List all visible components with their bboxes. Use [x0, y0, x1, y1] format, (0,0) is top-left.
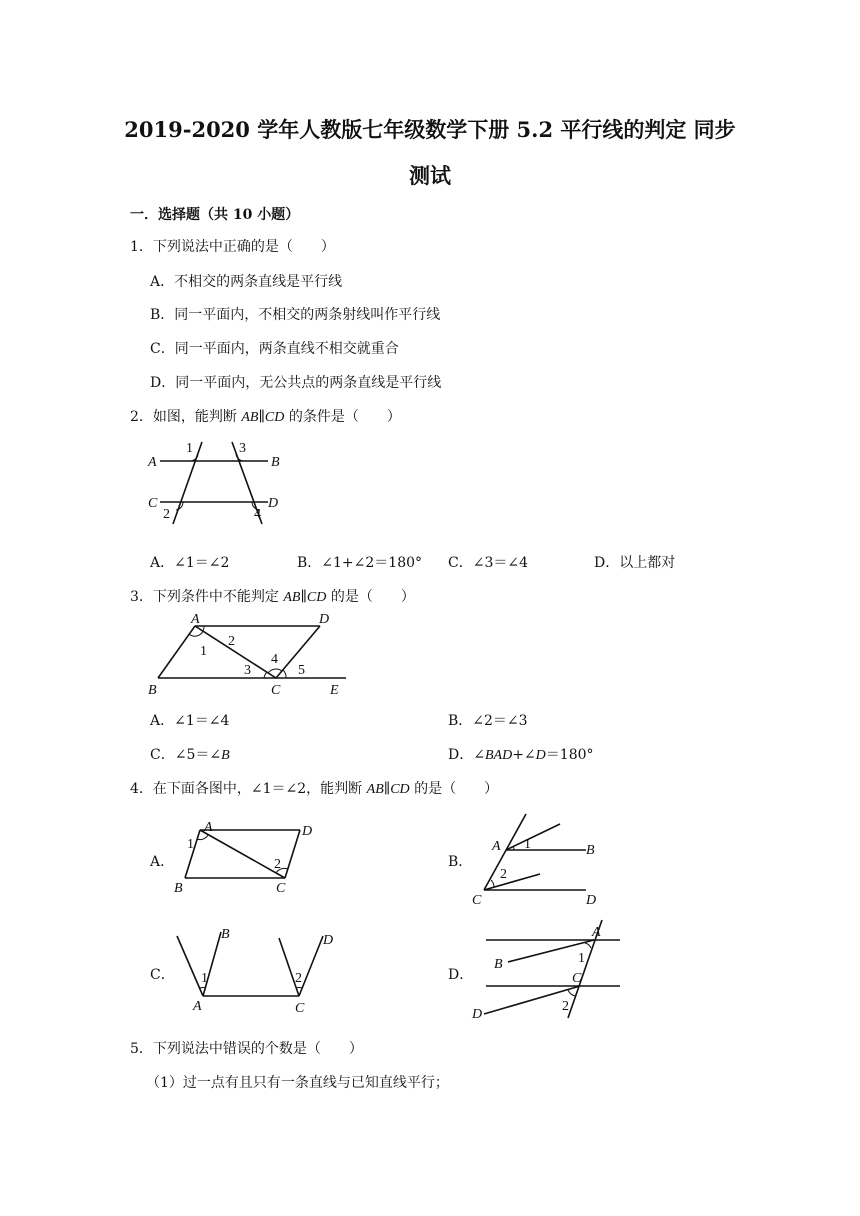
q4d-label-d: D	[472, 1007, 483, 1022]
q4c-label-c: C	[295, 1001, 305, 1016]
q2-option-d: D．以上都对	[594, 555, 676, 571]
q4a-label-d: D	[302, 824, 313, 839]
q4a-label-1: 1	[187, 837, 194, 852]
q3-option-c-text: C．∠5＝∠	[150, 747, 222, 763]
q4d-label-b: B	[494, 957, 503, 972]
q4d-label-c: C	[572, 971, 582, 986]
q3-stem-text-end: 的是（ ）	[326, 589, 415, 605]
q2-stem-text: 2．如图，能判断	[130, 409, 242, 425]
q2-option-b: B．∠1+∠2＝180°	[297, 555, 423, 571]
q4b-label-2: 2	[500, 867, 507, 882]
q4-option-d: D．	[448, 967, 474, 983]
q5-item-1: （1）过一点有且只有一条直线与已知直线平行；	[146, 1075, 449, 1091]
q3-option-c	[150, 744, 230, 764]
q1-option-a: A．不相交的两条直线是平行线	[150, 274, 343, 290]
q3-label-b: B	[148, 683, 157, 698]
q3-label-2: 2	[228, 634, 235, 649]
q4b-angle-arc-2	[491, 880, 494, 887]
q4a-line-ac	[200, 830, 285, 878]
q4c-line-ab	[203, 932, 221, 996]
q4-figure-a	[170, 818, 330, 898]
q3-angle-arc-5	[283, 670, 286, 678]
q4-option-b: B．	[448, 854, 473, 870]
q4b-label-1: 1	[524, 837, 531, 852]
q3-option-d-var1: BAD	[484, 748, 513, 763]
q5-stem: 5．下列说法中错误的个数是（ ）	[130, 1041, 363, 1057]
q4-figure-d	[468, 914, 638, 1026]
q2-stem-var: AB∥CD	[241, 410, 285, 425]
q2-stem	[130, 406, 401, 426]
page-title-line2: 测试	[409, 163, 451, 188]
q3-label-4: 4	[271, 652, 278, 667]
q4d-label-2: 2	[562, 999, 569, 1014]
q4b-label-a: A	[492, 839, 501, 854]
q3-option-d-var2: D	[535, 748, 546, 763]
q2-label-1: 1	[186, 441, 193, 456]
q4c-line-cd	[299, 936, 323, 996]
q2-label-a: A	[148, 455, 157, 470]
q2-stem-text-end: 的条件是（ ）	[284, 409, 401, 425]
q4d-angle-arc-1	[585, 943, 591, 948]
q4c-angle-arc-1	[200, 987, 206, 988]
q3-angle-arc-3	[264, 672, 267, 678]
q3-option-a: A．∠1＝∠4	[150, 713, 230, 729]
q3-label-3: 3	[244, 663, 251, 678]
q4-stem	[130, 778, 498, 798]
q4c-label-1: 1	[201, 971, 208, 986]
q4d-angle-arc-2	[568, 990, 576, 996]
q3-option-d	[448, 744, 594, 764]
q3-option-d-end: ＝180°	[545, 747, 594, 763]
q3-label-1: 1	[200, 644, 207, 659]
page-title-line1: 2019-2020 学年人教版七年级数学下册 5.2 平行线的判定 同步	[124, 117, 736, 142]
q2-option-c: C．∠3＝∠4	[448, 555, 528, 571]
q4a-label-c: C	[276, 881, 286, 896]
q1-option-c: C．同一平面内，两条直线不相交就重合	[150, 341, 399, 357]
q3-option-c-var: B	[221, 748, 230, 763]
q3-label-a: A	[191, 612, 200, 627]
q3-stem	[130, 586, 415, 606]
q4c-label-2: 2	[295, 971, 302, 986]
q4b-label-c: C	[472, 893, 482, 908]
q2-option-a: A．∠1＝∠2	[150, 555, 230, 571]
q4-stem-text-end: 的是（ ）	[409, 781, 499, 797]
q1-option-b: B．同一平面内，不相交的两条射线叫作平行线	[150, 307, 441, 323]
q4d-label-1: 1	[578, 951, 585, 966]
q4a-label-a: A	[204, 820, 213, 835]
q3-label-c: C	[271, 683, 281, 698]
q2-label-c: C	[148, 496, 158, 511]
q2-label-d: D	[268, 496, 279, 511]
q4a-label-b: B	[174, 881, 183, 896]
q1-option-d: D．同一平面内，无公共点的两条直线是平行线	[150, 375, 442, 391]
q2-figure	[140, 432, 290, 542]
q4d-label-a: A	[592, 925, 601, 940]
q3-label-5: 5	[298, 663, 305, 678]
q3-line-ac	[195, 626, 276, 678]
q4-option-c: C．	[150, 967, 175, 983]
q3-stem-text: 3．下列条件中不能判定	[130, 589, 284, 605]
q4-stem-text: 4．在下面各图中，∠1＝∠2，能判断	[130, 781, 367, 797]
q4c-label-a: A	[193, 999, 202, 1014]
q4c-line-left	[177, 936, 203, 996]
q4a-label-2: 2	[274, 857, 281, 872]
q2-label-2: 2	[163, 507, 170, 522]
q4-stem-var: AB∥CD	[366, 782, 410, 797]
q2-label-3: 3	[239, 441, 246, 456]
q4-option-a: A．	[150, 854, 175, 870]
q3-option-d-text: D．∠	[448, 747, 485, 763]
q4-figure-b	[468, 808, 608, 908]
q3-figure	[140, 612, 360, 702]
q3-stem-var: AB∥CD	[283, 590, 327, 605]
section-header: 一．选择题（共 10 小题）	[130, 207, 300, 223]
q2-label-b: B	[271, 455, 280, 470]
q3-label-d: D	[319, 612, 330, 627]
q4a-line-dc	[285, 830, 300, 878]
q3-option-b: B．∠2＝∠3	[448, 713, 528, 729]
q4-figure-c	[165, 926, 345, 1016]
q4b-label-b: B	[586, 843, 595, 858]
q4c-angle-arc-2	[296, 987, 302, 988]
q4c-label-b: B	[221, 927, 230, 942]
q3-label-e: E	[330, 683, 339, 698]
q4b-label-d: D	[586, 893, 597, 908]
q2-label-4: 4	[254, 507, 261, 522]
q4c-label-d: D	[323, 933, 334, 948]
q3-option-d-mid: +∠	[512, 747, 536, 763]
q4c-line-right	[279, 938, 299, 996]
q1-stem: 1．下列说法中正确的是（ ）	[130, 239, 335, 255]
